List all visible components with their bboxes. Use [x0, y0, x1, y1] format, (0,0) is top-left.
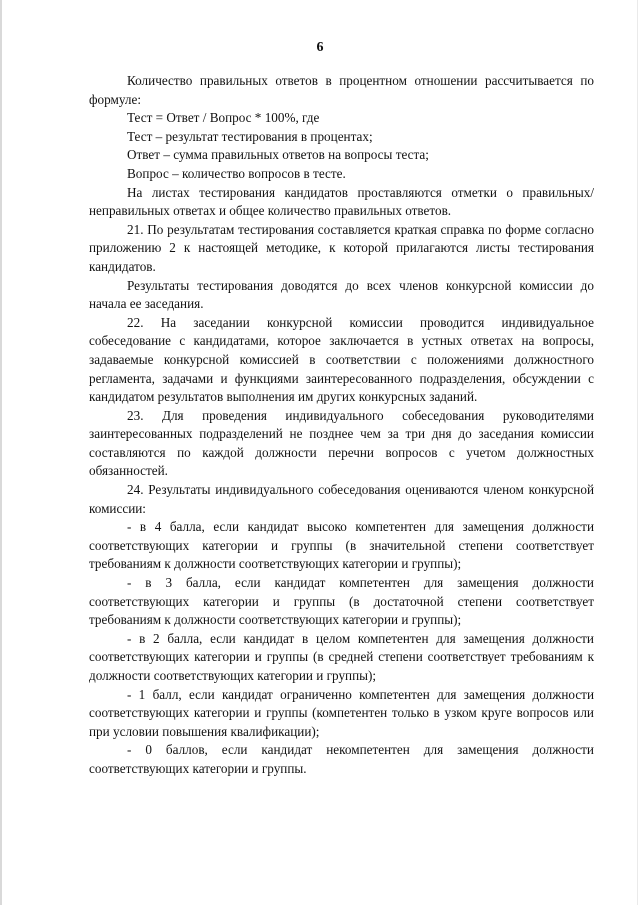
page-left-edge	[0, 0, 2, 905]
paragraph-item-22: 22. На заседании конкурсной комиссии проводится индивидуальное собеседование с кандидатами, которое заключается в устных ответах на вопросы, задаваемые конкурсной комиссией в соответствии с положениями должностного регламента, задачами и функциями заинтересованного подразделения, обсуждении с кандидатом результатов выполнения им других конкурсных заданий.	[89, 314, 594, 405]
page-right-edge	[637, 0, 638, 905]
paragraph-test-def: Тест – результат тестирования в процентах;	[127, 128, 373, 144]
paragraph-score-2: - в 2 балла, если кандидат в целом компетентен для замещения должности соответствующих категории и группы (в средней степени соответствует требованиям к должности соответствующих категории и группы);	[89, 630, 594, 683]
paragraph-item-24: 24. Результаты индивидуального собеседования оцениваются членом конкурсной комиссии:	[89, 482, 594, 516]
paragraph-marks: На листах тестирования кандидатов проставляются отметки о правильных/неправильных ответах и общее количество правильных ответов.	[89, 184, 594, 219]
page-number: 6	[316, 40, 324, 55]
document-body	[89, 72, 594, 779]
paragraph-item-21: 21. По результатам тестирования составляется краткая справка по форме согласно приложению 2 к настоящей методике, к которой прилагаются листы тестирования кандидатов.	[89, 221, 594, 274]
paragraph-item-23: 23. Для проведения индивидуального собеседования руководителями заинтересованных подразделений не позднее чем за три дня до заседания комиссии составляются по каждой должности перечни вопросов с учетом должностных обязанностей.	[89, 407, 594, 479]
paragraph-score-3: - в 3 балла, если кандидат компетентен для замещения должности соответствующих категории и группы (в достаточной степени соответствует требованиям к должности соответствующих категории и группы);	[89, 575, 594, 628]
paragraph-formula-intro: Количество правильных ответов в процентном отношении рассчитывается по формуле:	[89, 73, 594, 107]
paragraph-score-0: - 0 баллов, если кандидат некомпетентен для замещения должности соответствующих категории и группы.	[89, 742, 594, 776]
paragraph-formula: Тест = Ответ / Вопрос * 100%, где	[127, 110, 320, 126]
paragraph-results-communicated: Результаты тестирования доводятся до всех членов конкурсной комиссии до начала ее заседания.	[89, 277, 594, 312]
paragraph-question-def: Вопрос – количество вопросов в тесте.	[127, 165, 346, 181]
paragraph-answer-def: Ответ – сумма правильных ответов на вопросы теста;	[127, 147, 429, 163]
paragraph-score-4: - в 4 балла, если кандидат высоко компетентен для замещения должности соответствующих категории и группы (в значительной степени соответствует требованиям к должности соответствующих категории и группы);	[89, 519, 594, 572]
paragraph-score-1: - 1 балл, если кандидат ограниченно компетентен для замещения должности соответствующих категории и группы (компетентен только в узком круге вопросов или при условии повышения квалификации);	[89, 686, 594, 739]
